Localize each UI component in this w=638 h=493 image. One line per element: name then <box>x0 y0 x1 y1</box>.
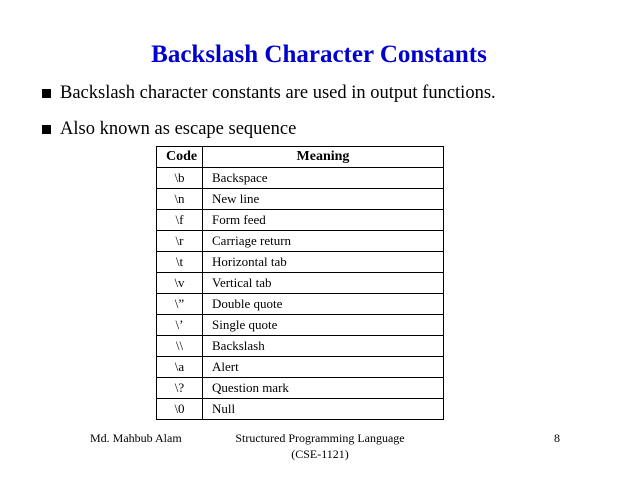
table-row <box>157 168 444 189</box>
table-row <box>157 336 444 357</box>
code-cell: \r <box>157 231 203 252</box>
code-cell: \0 <box>157 399 203 420</box>
meaning-cell: Backspace <box>203 168 444 189</box>
footer-course-code: (CSE-1121) <box>291 447 349 461</box>
meaning-cell: Carriage return <box>203 231 444 252</box>
code-cell: \a <box>157 357 203 378</box>
meaning-cell: New line <box>203 189 444 210</box>
square-bullet-icon <box>42 125 51 134</box>
square-bullet-icon <box>42 89 51 98</box>
slide-title: Backslash Character Constants <box>151 41 487 68</box>
code-cell: \” <box>157 294 203 315</box>
footer-author: Md. Mahbub Alam <box>90 431 182 445</box>
bullet-item <box>39 82 496 104</box>
meaning-column-header: Meaning <box>203 147 444 168</box>
table-row <box>157 252 444 273</box>
footer-course <box>220 430 420 462</box>
table-header-row <box>157 147 444 168</box>
bullet-item <box>39 118 496 140</box>
table-row <box>157 399 444 420</box>
table-row <box>157 189 444 210</box>
table-row <box>157 231 444 252</box>
code-column-header: Code <box>157 147 203 168</box>
meaning-cell: Alert <box>203 357 444 378</box>
table-row <box>157 273 444 294</box>
code-cell: \’ <box>157 315 203 336</box>
table-row <box>157 210 444 231</box>
table-row <box>157 294 444 315</box>
table-row <box>157 378 444 399</box>
meaning-cell: Vertical tab <box>203 273 444 294</box>
bullet-text: Also known as escape sequence <box>60 119 297 139</box>
meaning-cell: Question mark <box>203 378 444 399</box>
code-cell: \b <box>157 168 203 189</box>
meaning-cell: Double quote <box>203 294 444 315</box>
meaning-cell: Horizontal tab <box>203 252 444 273</box>
meaning-cell: Null <box>203 399 444 420</box>
code-cell: \? <box>157 378 203 399</box>
bullet-text: Backslash character constants are used in output functions. <box>60 83 496 103</box>
bullet-list <box>39 82 496 154</box>
meaning-cell: Form feed <box>203 210 444 231</box>
meaning-cell: Single quote <box>203 315 444 336</box>
table-row <box>157 357 444 378</box>
meaning-cell: Backslash <box>203 336 444 357</box>
table-row <box>157 315 444 336</box>
code-cell: \n <box>157 189 203 210</box>
page-number: 8 <box>554 431 560 445</box>
code-cell: \\ <box>157 336 203 357</box>
footer-course-title: Structured Programming Language <box>235 431 405 445</box>
code-cell: \f <box>157 210 203 231</box>
escape-sequence-table <box>156 146 444 420</box>
code-cell: \v <box>157 273 203 294</box>
code-cell: \t <box>157 252 203 273</box>
